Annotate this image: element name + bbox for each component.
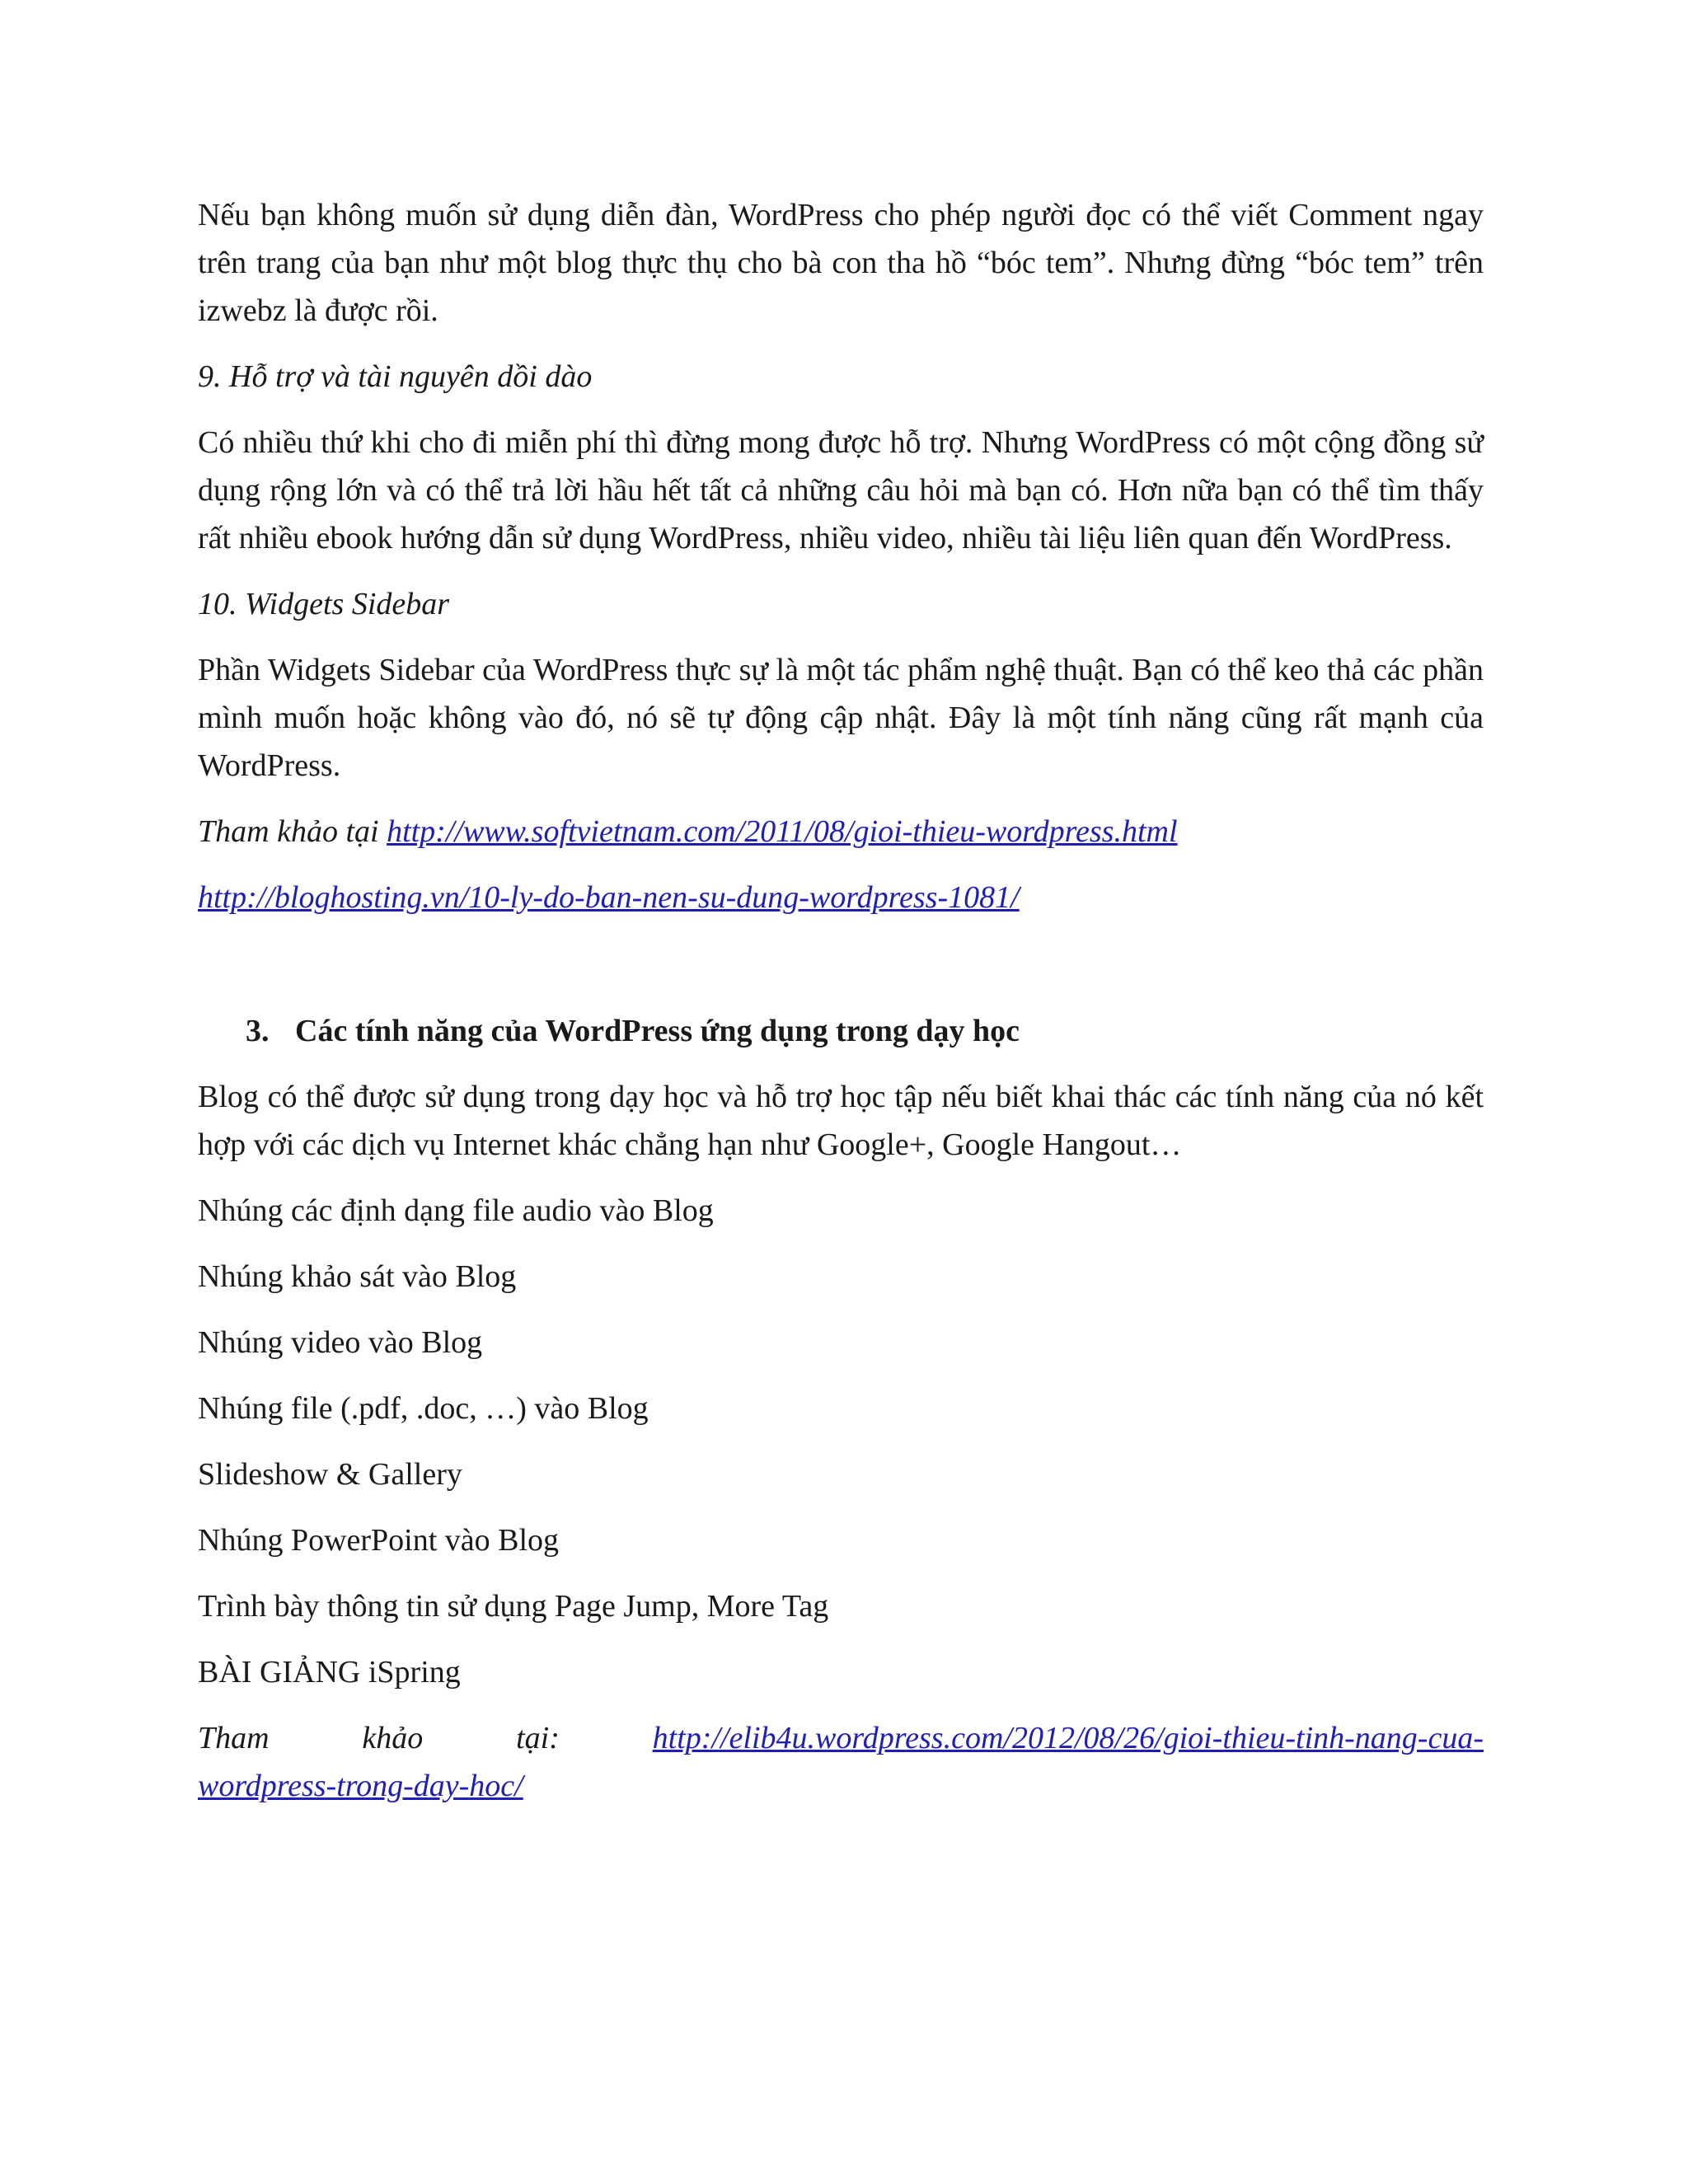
item9-body: Có nhiều thứ khi cho đi miễn phí thì đừng mong được hỗ trợ. Nhưng WordPress có một cộng đồng sử dụng rộng lớn và có thể trả lời hầu hết tất cả những câu hỏi mà bạn có. Hơn nữa bạn có thể tìm thấy rất nhiều ebook hướng dẫn sử dụng WordPress, nhiều video, nhiều tài liệu liên quan đến WordPress.: [198, 425, 1484, 555]
reference-3-word1: Tham: [198, 1721, 270, 1755]
reference-link-elib4u-part1[interactable]: http://elib4u.wordpress.com/2012/08/26/gioi-thieu-tinh-nang-cua-: [652, 1721, 1484, 1755]
feature-item: Nhúng PowerPoint vào Blog: [198, 1523, 560, 1558]
reference-link-elib4u-part2[interactable]: wordpress-trong-day-hoc/: [198, 1769, 523, 1803]
feature-item: Nhúng khảo sát vào Blog: [198, 1259, 517, 1294]
item10-title: 10. Widgets Sidebar: [198, 587, 450, 621]
reference-3-line2: [198, 1762, 1484, 1810]
section-3-title: Các tính năng của WordPress ứng dụng trong dạy học: [295, 1014, 1020, 1048]
reference-3-word2: khảo: [362, 1721, 424, 1755]
feature-item: Slideshow & Gallery: [198, 1457, 462, 1492]
reference-2: [198, 874, 1484, 921]
feature-item: BÀI GIẢNG iSpring: [198, 1655, 461, 1690]
item10-body: Phần Widgets Sidebar của WordPress thực sự là một tác phẩm nghệ thuật. Bạn có thể keo thả các phần mình muốn hoặc không vào đó, nó sẽ tự động cập nhật. Đây là một tính năng cũng rất mạnh của WordPress.: [198, 653, 1484, 783]
reference-3-line1: [198, 1714, 1484, 1762]
feature-item: Nhúng file (.pdf, .doc, …) vào Blog: [198, 1391, 649, 1426]
feature-item: Nhúng các định dạng file audio vào Blog: [198, 1193, 714, 1228]
feature-item: Trình bày thông tin sử dụng Page Jump, More Tag: [198, 1589, 829, 1624]
reference-3: [198, 1714, 1484, 1810]
section-3-heading: [246, 1007, 1484, 1055]
reference-1: [198, 808, 1484, 855]
comment-paragraph: Nếu bạn không muốn sử dụng diễn đàn, WordPress cho phép người đọc có thể viết Comment ngay trên trang của bạn như một blog thực thụ cho bà con tha hồ “bóc tem”. Nhưng đừng “bóc tem” trên izwebz là được rồi.: [198, 198, 1484, 328]
document-page: [198, 191, 1484, 1810]
item9-title: 9. Hỗ trợ và tài nguyên dồi dào: [198, 359, 593, 394]
section-3-intro: Blog có thể được sử dụng trong dạy học và hỗ trợ học tập nếu biết khai thác các tính năng của nó kết hợp với các dịch vụ Internet khác chẳng hạn như Google+, Google Hangout…: [198, 1080, 1484, 1162]
section-3-number: 3.: [246, 1014, 270, 1048]
reference-1-prefix: Tham khảo tại: [198, 814, 387, 849]
feature-list: [198, 1187, 1484, 1696]
reference-link-softvietnam[interactable]: http://www.softvietnam.com/2011/08/gioi-thieu-wordpress.html: [387, 814, 1178, 849]
feature-item: Nhúng video vào Blog: [198, 1325, 483, 1360]
reference-3-word3: tại:: [516, 1721, 560, 1755]
reference-link-bloghosting[interactable]: http://bloghosting.vn/10-ly-do-ban-nen-su-dung-wordpress-1081/: [198, 880, 1020, 915]
